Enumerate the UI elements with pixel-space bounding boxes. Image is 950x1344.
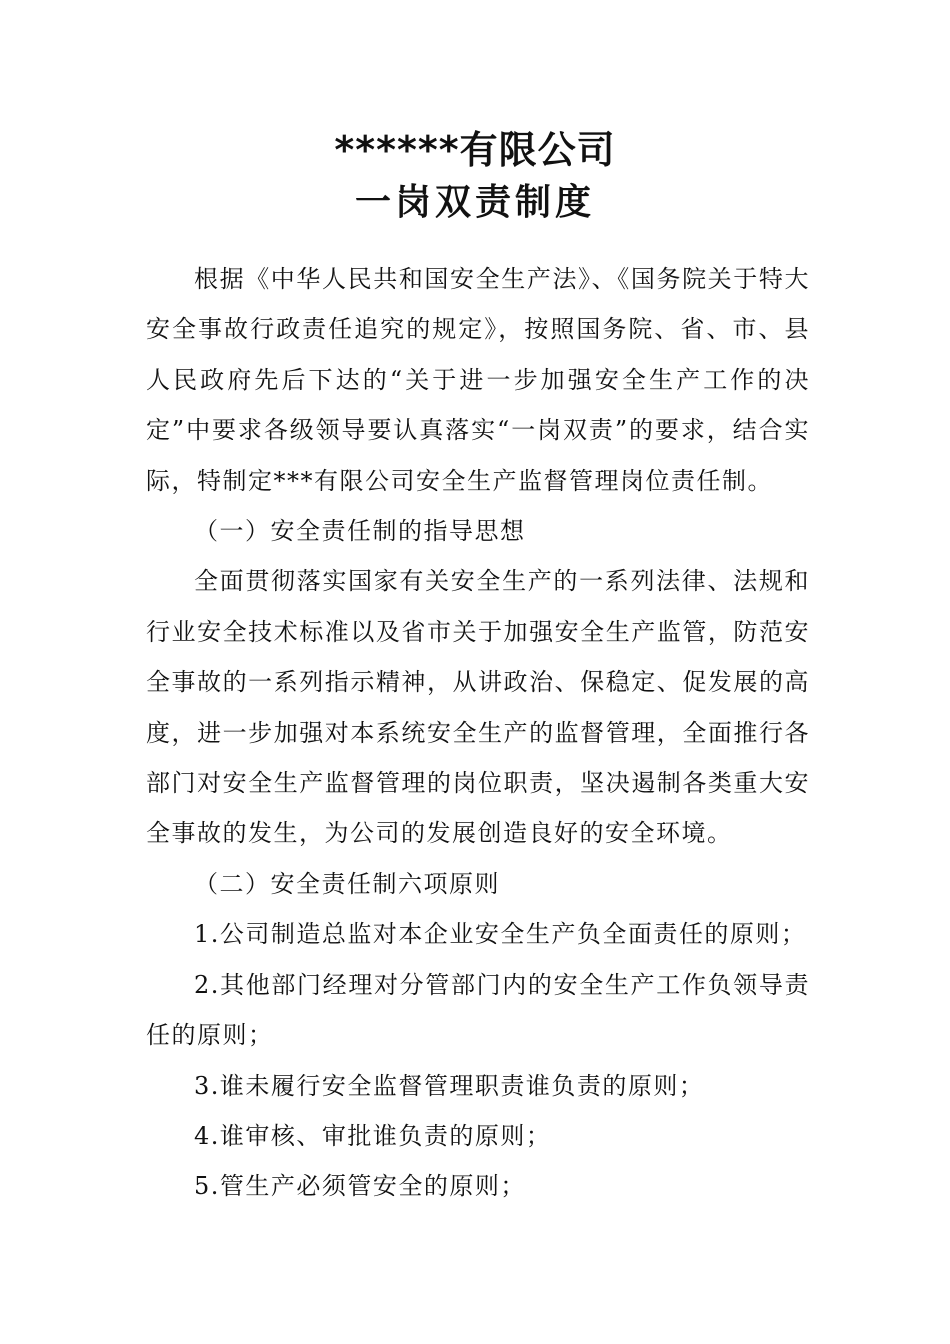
principle-item-4: 4.谁审核、审批谁负责的原则；	[194, 1121, 552, 1150]
intro-paragraph: 根据《中华人民共和国安全生产法》、《国务院关于特大安全事故行政责任追究的规定》，按照国务院、省、市、县人民政府先后下达的“关于进一步加强安全生产工作的决定”中要求各级领导要认真落实“一岗双责”的要求，结合实际，特制定***有限公司安全生产监督管理岗位责任制。	[146, 265, 810, 495]
document-title: 一岗双责制度	[354, 182, 595, 223]
principle-item-1: 1.公司制造总监对本企业安全生产负全面责任的原则；	[194, 920, 807, 949]
principle-item-5: 5.管生产必须管安全的原则；	[194, 1172, 526, 1201]
section-heading-six-principles: （二）安全责任制六项原则	[194, 869, 500, 898]
principle-item-2: 2.其他部门经理对分管部门内的安全生产工作负领导责任的原则；	[146, 970, 810, 1050]
section-heading-guiding-ideology: （一）安全责任制的指导思想	[194, 517, 526, 546]
document-body	[146, 254, 810, 1212]
principle-item-3: 3.谁未履行安全监督管理职责谁负责的原则；	[194, 1071, 705, 1100]
guiding-ideology-paragraph: 全面贯彻落实国家有关安全生产的一系列法律、法规和行业安全技术标准以及省市关于加强安全生产监管，防范安全事故的一系列指示精神，从讲政治、保稳定、促发展的高度，进一步加强对本系统安全生产的监督管理，全面推行各部门对安全生产监督管理的岗位职责，坚决遏制各类重大安全事故的发生，为公司的发展创造良好的安全环境。	[146, 567, 810, 848]
company-title: ******有限公司	[334, 128, 616, 172]
